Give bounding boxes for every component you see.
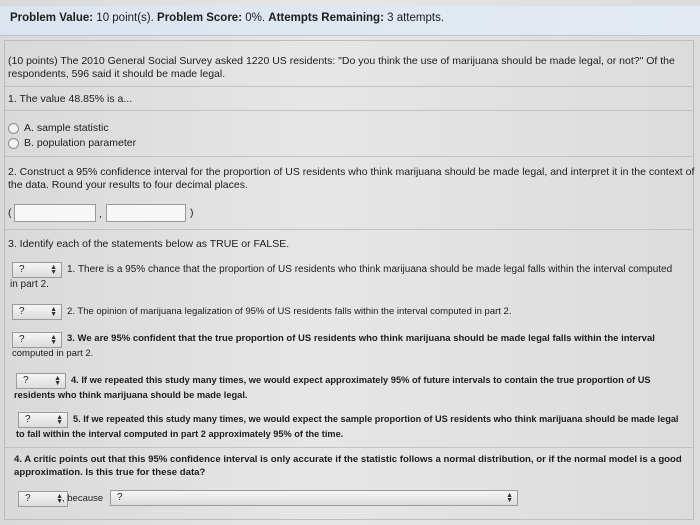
statement-2-line1: 2. The opinion of marijuana legalization of 95% of US residents falls within the interval computed in part 2. (67, 306, 512, 317)
ci-close-paren: ) (190, 207, 194, 219)
up-down-arrows-icon: ▲ ▼ (506, 492, 513, 504)
problem-intro-line1: (10 points) The 2010 General Social Survey asked 1220 US residents: "Do you think the use of marijuana should be made legal, or not?" Of the (8, 55, 675, 67)
statement-3-line1: 3. We are 95% confident that the true proportion of US residents who think marijuana should be made legal falls within the interval (67, 333, 655, 344)
select-value: ? (19, 334, 25, 345)
up-down-arrows-icon: ▲ ▼ (54, 375, 61, 387)
statement-1-line1: 1. There is a 95% chance that the proportion of US residents who think marijuana should be made legal falls within the interval computed (67, 264, 673, 275)
statement-3-select[interactable] (12, 332, 62, 348)
statement-4-line1: 4. If we repeated this study many times, we would expect approximately 95% of future intervals to contain the true proportion of US (71, 375, 651, 385)
up-down-arrows-icon: ▲ ▼ (56, 493, 63, 505)
question-3: 3. Identify each of the statements below as TRUE or FALSE. (8, 238, 290, 250)
up-down-arrows-icon: ▲ ▼ (50, 264, 57, 276)
because-label: , because (62, 493, 104, 504)
q4-reason-select[interactable] (110, 490, 518, 506)
question-4-line2: approximation. Is this true for these data? (14, 467, 206, 478)
select-value: ? (117, 492, 123, 503)
question-4-line1: 4. A critic points out that this 95% confidence interval is only accurate if the statistic follows a normal distribution, or if the normal model is a good (14, 454, 682, 465)
statement-4-line2: residents who think marijuana should be made legal. (14, 390, 248, 400)
divider (4, 447, 694, 448)
select-value: ? (19, 264, 25, 275)
statement-3-line2: computed in part 2. (12, 348, 94, 359)
problem-intro-line2: respondents, 596 said it should be made legal. (8, 68, 226, 80)
select-value: ? (25, 493, 31, 504)
q4-answer-select[interactable] (18, 491, 68, 507)
statement-5-select[interactable] (18, 412, 68, 428)
attempts-remaining: 3 attempts. (387, 12, 445, 24)
ci-comma: , (99, 208, 102, 220)
up-down-arrows-icon: ▲ ▼ (56, 414, 63, 426)
statement-1-select[interactable] (12, 262, 62, 278)
problem-value: 10 point(s). (96, 12, 154, 24)
problem-score: 0%. (245, 12, 266, 24)
divider (4, 86, 694, 87)
select-value: ? (19, 306, 25, 317)
radio-button[interactable] (8, 138, 19, 149)
ci-upper-input[interactable] (106, 204, 186, 222)
option-b[interactable] (8, 137, 136, 149)
question-2-line2: the data. Round your results to four decimal places. (8, 179, 248, 191)
radio-button[interactable] (8, 123, 19, 134)
divider (4, 229, 694, 230)
statement-2-select[interactable] (12, 304, 62, 320)
statement-5-line2: to fall within the interval computed in part 2 approximately 95% of the time. (16, 429, 344, 439)
select-value: ? (25, 414, 31, 425)
option-a[interactable] (8, 122, 109, 134)
problem-score-label: Problem Score: (157, 12, 243, 24)
problem-header (0, 6, 700, 36)
problem-value-label: Problem Value: (10, 12, 94, 24)
attempts-label: Attempts Remaining: (268, 12, 384, 24)
select-value: ? (23, 375, 29, 386)
ci-open-paren: ( (8, 207, 12, 219)
statement-1-line2: in part 2. (10, 279, 49, 290)
divider (4, 110, 694, 111)
question-1: 1. The value 48.85% is a... (8, 93, 133, 105)
statement-5-line1: 5. If we repeated this study many times, we would expect the sample proportion of US residents who think marijuana should be made legal (73, 414, 679, 424)
up-down-arrows-icon: ▲ ▼ (50, 334, 57, 346)
divider (4, 156, 694, 157)
statement-4-select[interactable] (16, 373, 66, 389)
problem-box (4, 40, 694, 520)
question-2-line1: 2. Construct a 95% confidence interval for the proportion of US residents who think marijuana should be made legal, and interpret it in the context of (8, 166, 695, 178)
up-down-arrows-icon: ▲ ▼ (50, 306, 57, 318)
option-b-label: B. population parameter (24, 137, 137, 149)
option-a-label: A. sample statistic (24, 122, 109, 134)
ci-lower-input[interactable] (14, 204, 96, 222)
